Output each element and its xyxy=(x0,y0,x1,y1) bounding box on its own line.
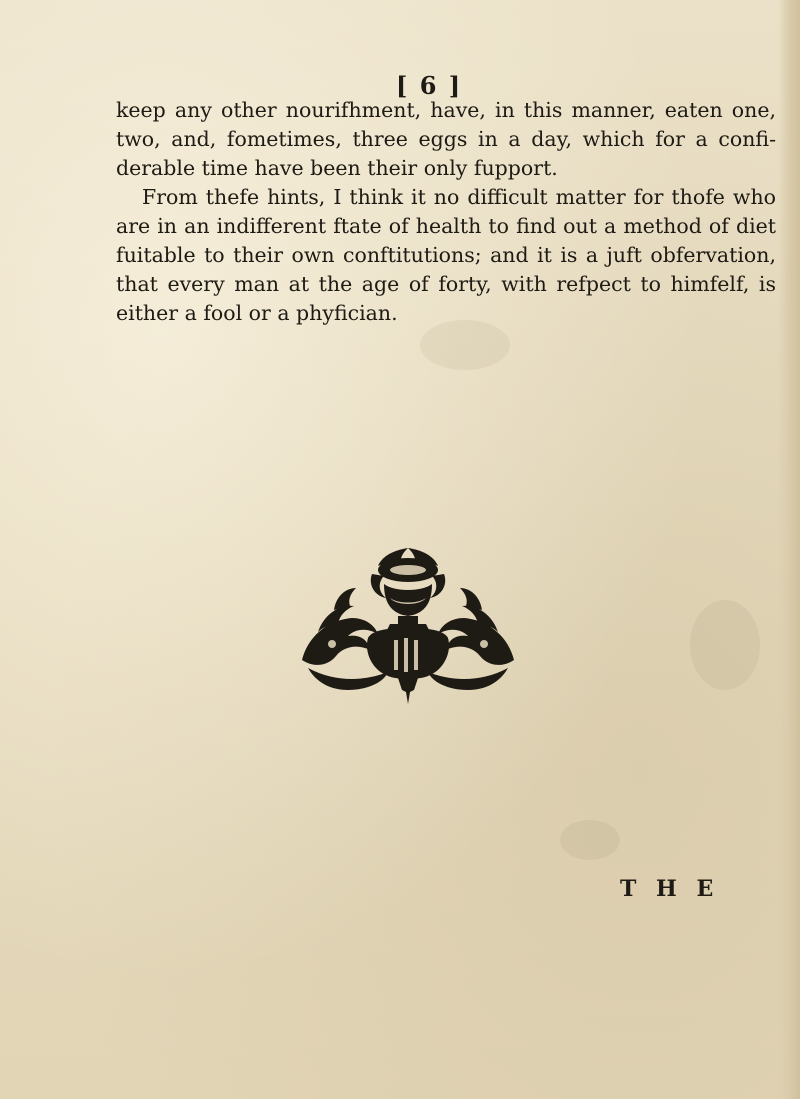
text-line: From thefe hints, I think it no difficult matter for thofe who xyxy=(142,185,776,209)
floral-tailpiece-ornament-icon xyxy=(298,540,518,706)
text-line: keep any other nourifhment, have, in this manner, eaten one, xyxy=(116,98,776,122)
text-line: fuitable to their own conftitutions; and it is a juft obfervation, xyxy=(116,243,776,267)
catchword: T H E xyxy=(620,876,720,902)
text-line: two, and, fometimes, three eggs in a day, which for a confi- xyxy=(116,127,776,151)
page-edge-shadow xyxy=(778,0,800,1099)
text-line: either a fool or a phyfician. xyxy=(116,301,398,325)
body-text xyxy=(116,96,776,328)
text-line: derable time have been their only fupport. xyxy=(116,156,558,180)
paper-stain xyxy=(690,600,760,690)
paper-stain xyxy=(560,820,620,860)
page-number: [ 6 ] xyxy=(396,71,463,100)
text-line: are in an indifferent ftate of health to find out a method of diet xyxy=(116,214,776,238)
text-line: that every man at the age of forty, with refpect to himfelf, is xyxy=(116,272,776,296)
